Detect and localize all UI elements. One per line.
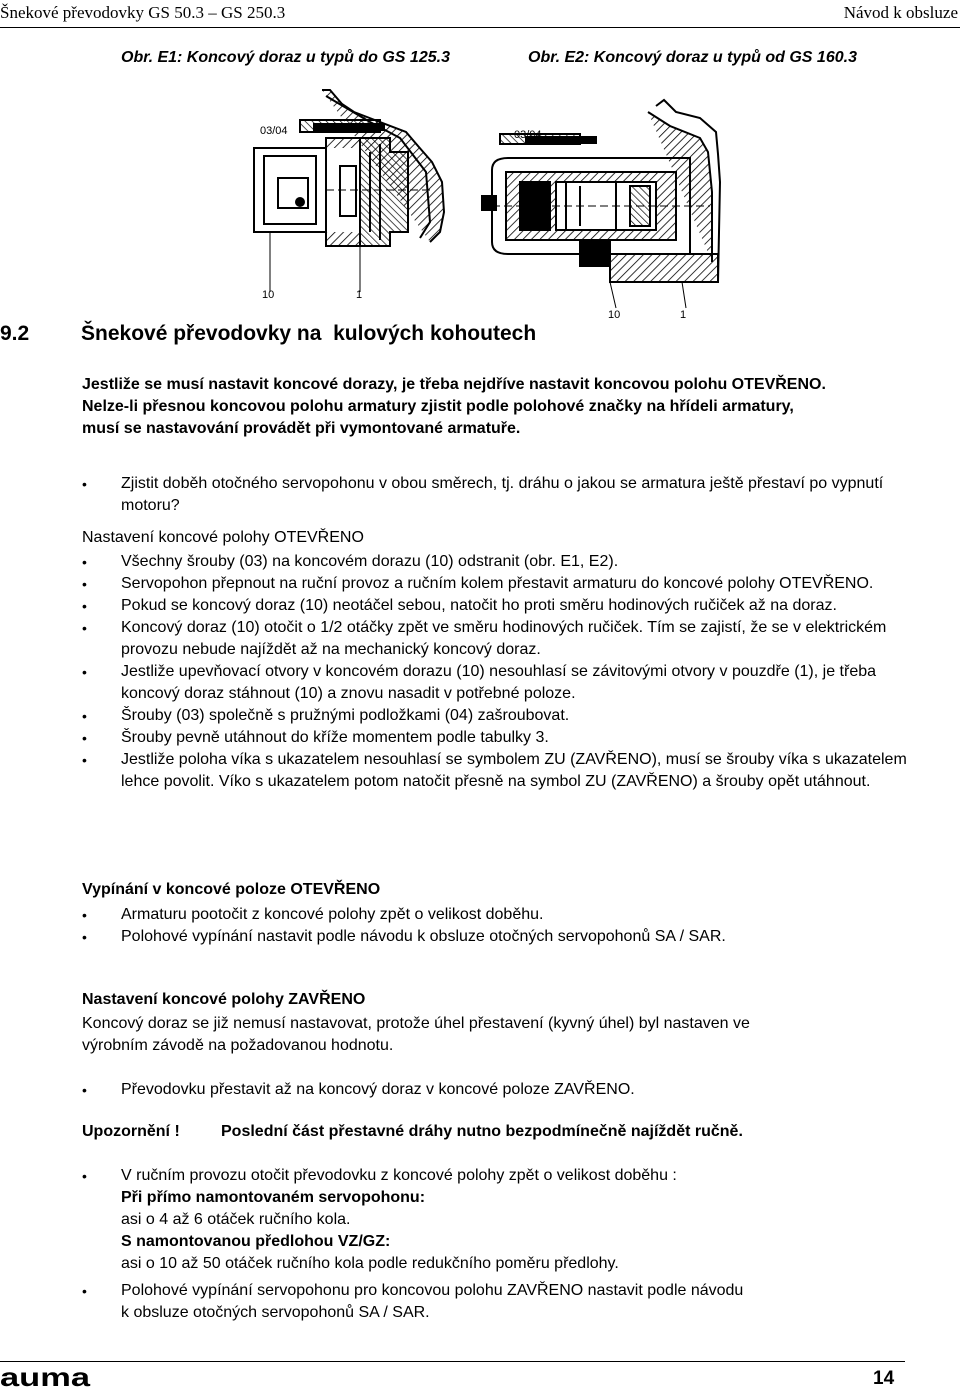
running-header-title: Šnekové převodovky GS 50.3 – GS 250.3 <box>0 3 286 22</box>
brand-text: auma <box>0 1366 91 1388</box>
close-setting-text-1: Koncový doraz se již nemusí nastavovat, protože úhel přestavení (kyvný úhel) byl nastaven ve <box>82 1015 750 1032</box>
bullet: • <box>82 598 87 614</box>
manual-gear-heading: S namontovanou předlohou VZ/GZ: <box>121 1233 391 1250</box>
list-item-text: Jestliže upevňovací otvory v koncovém dorazu (10) nesouhlasí se závitovými otvory v pouzdře (1), je třeba koncový doraz stáhnout (10) a znovu nasadit v potřebné poloze. <box>121 663 877 702</box>
figure-caption-e1: Obr. E1: Koncový doraz u typů do GS 125.3 <box>121 49 450 66</box>
figure-caption-e2: Obr. E2: Koncový doraz u typů od GS 160.3 <box>528 49 857 66</box>
list-item-text: Servopohon přepnout na ruční provoz a ručním kolem přestavit armaturu do koncové polohy OTEVŘENO. <box>121 575 874 592</box>
list-item <box>0 705 920 727</box>
list-item <box>0 1079 920 1101</box>
bullet: • <box>82 929 87 945</box>
close-setting-text-2: výrobním závodě na požadovanou hodnotu. <box>82 1037 394 1054</box>
bullet: • <box>82 1283 87 1299</box>
list-item <box>0 551 920 573</box>
list-item <box>0 595 920 617</box>
list-item <box>0 573 920 595</box>
manual-last-line-1: Polohové vypínání servopohonu pro koncovou polohu ZAVŘENO nastavit podle návodu <box>121 1282 744 1299</box>
open-switch-heading: Vypínání v koncové poloze OTEVŘENO <box>82 881 381 898</box>
e1-label-1: 1 <box>356 289 363 301</box>
manual-last-line-2: k obsluze otočných servopohonů SA / SAR. <box>121 1304 430 1321</box>
section-heading <box>0 322 536 346</box>
auma-logo <box>0 1366 92 1388</box>
list-item-text: Šrouby pevně utáhnout do kříže momentem podle tabulky 3. <box>121 729 549 746</box>
e1-label-10: 10 <box>262 289 275 301</box>
intro-line-3: musí se nastavování provádět při vymontované armatuře. <box>82 420 521 437</box>
list-item <box>0 1165 920 1275</box>
bullet: • <box>82 1168 87 1184</box>
section-number: 9.2 <box>0 322 30 345</box>
manual-list <box>0 1165 920 1275</box>
check-list <box>0 473 920 517</box>
bullet: • <box>82 664 87 680</box>
warning-label: Upozornění ! <box>82 1123 180 1140</box>
end-stop-drawings <box>230 82 730 322</box>
list-item-text: Armaturu pootočit z koncové polohy zpět o velikost doběhu. <box>121 906 544 923</box>
list-item-text: Zjistit doběh otočného servopohonu v obou směrech, tj. dráhu o jakou se armatura ještě přestaví po vypnutí motoru? <box>121 475 884 514</box>
header-rule <box>0 27 960 28</box>
bullet: • <box>82 730 87 746</box>
bullet: • <box>82 576 87 592</box>
manual-list-2 <box>0 1280 920 1324</box>
list-item-text: Jestliže poloha víka s ukazatelem nesouhlasí se symbolem ZU (ZAVŘENO), musí se šrouby víka s ukazatelem lehce povolit. Víko s ukazatelem potom natočit přesně na symbol ZU (ZAVŘENO) a šrouby opět utáhnout. <box>121 751 907 790</box>
manual-direct-text: asi o 4 až 6 otáček ručního kola. <box>121 1211 351 1228</box>
bullet: • <box>82 554 87 570</box>
list-item <box>0 473 920 517</box>
list-item-text: Převodovku přestavit až na koncový doraz v koncové poloze ZAVŘENO. <box>121 1081 635 1098</box>
manual-gear-text: asi o 10 až 50 otáček ručního kola podle redukčního poměru předlohy. <box>121 1255 619 1272</box>
section-title: Šnekové převodovky na kulových kohoutech <box>81 322 537 345</box>
e2-label-10: 10 <box>608 309 621 321</box>
bullet: • <box>82 476 87 492</box>
drawing-e1 <box>254 90 444 292</box>
list-item <box>0 661 920 705</box>
e2-label-1: 1 <box>680 309 687 321</box>
bullet: • <box>82 752 87 768</box>
close-setting-list <box>0 1079 920 1101</box>
intro-line-1: Jestliže se musí nastavit koncové dorazy, je třeba nejdříve nastavit koncovou polohu OTEVŘENO. <box>82 376 826 393</box>
list-item <box>0 926 920 948</box>
open-setting-heading: Nastavení koncové polohy OTEVŘENO <box>82 529 364 546</box>
open-switch-list <box>0 904 920 948</box>
open-setting-list <box>0 551 920 793</box>
manual-direct-heading: Při přímo namontovaném servopohonu: <box>121 1189 426 1206</box>
footer-rule <box>0 1361 905 1362</box>
close-setting-heading: Nastavení koncové polohy ZAVŘENO <box>82 991 366 1008</box>
list-item-text: Všechny šrouby (03) na koncovém dorazu (10) odstranit (obr. E1, E2). <box>121 553 619 570</box>
bullet: • <box>82 708 87 724</box>
list-item-text: Šrouby (03) společně s pružnými podložkami (04) zašroubovat. <box>121 707 570 724</box>
bullet: • <box>82 1082 87 1098</box>
intro-line-2: Nelze-li přesnou koncovou polohu armatury zjistit podle polohové značky na hřídeli armatury, <box>82 398 794 415</box>
list-item-text: Polohové vypínání nastavit podle návodu k obsluze otočných servopohonů SA / SAR. <box>121 928 726 945</box>
list-item <box>0 1280 920 1324</box>
page-number: 14 <box>873 1368 895 1389</box>
running-header-doc-type: Návod k obsluze <box>843 3 958 22</box>
warning-text: Poslední část přestavné dráhy nutno bezpodmínečně najíždět ručně. <box>221 1123 743 1140</box>
bullet: • <box>82 620 87 636</box>
manual-intro: V ručním provozu otočit převodovku z koncové polohy zpět o velikost doběhu : <box>121 1167 677 1184</box>
list-item <box>0 749 920 793</box>
list-item <box>0 727 920 749</box>
list-item <box>0 904 920 926</box>
bullet: • <box>82 907 87 923</box>
list-item <box>0 617 920 661</box>
list-item-text: Pokud se koncový doraz (10) neotáčel sebou, natočit ho proti směru hodinových ručiček až na doraz. <box>121 597 837 614</box>
e2-label-0304: 03/04 <box>514 129 542 141</box>
list-item-text: Koncový doraz (10) otočit o 1/2 otáčky zpět ve směru hodinových ručiček. Tím se zajistí, že se v elektrickém provozu nebude najíždět až na mechanický koncový doraz. <box>121 619 887 658</box>
e1-label-0304: 03/04 <box>260 125 288 137</box>
